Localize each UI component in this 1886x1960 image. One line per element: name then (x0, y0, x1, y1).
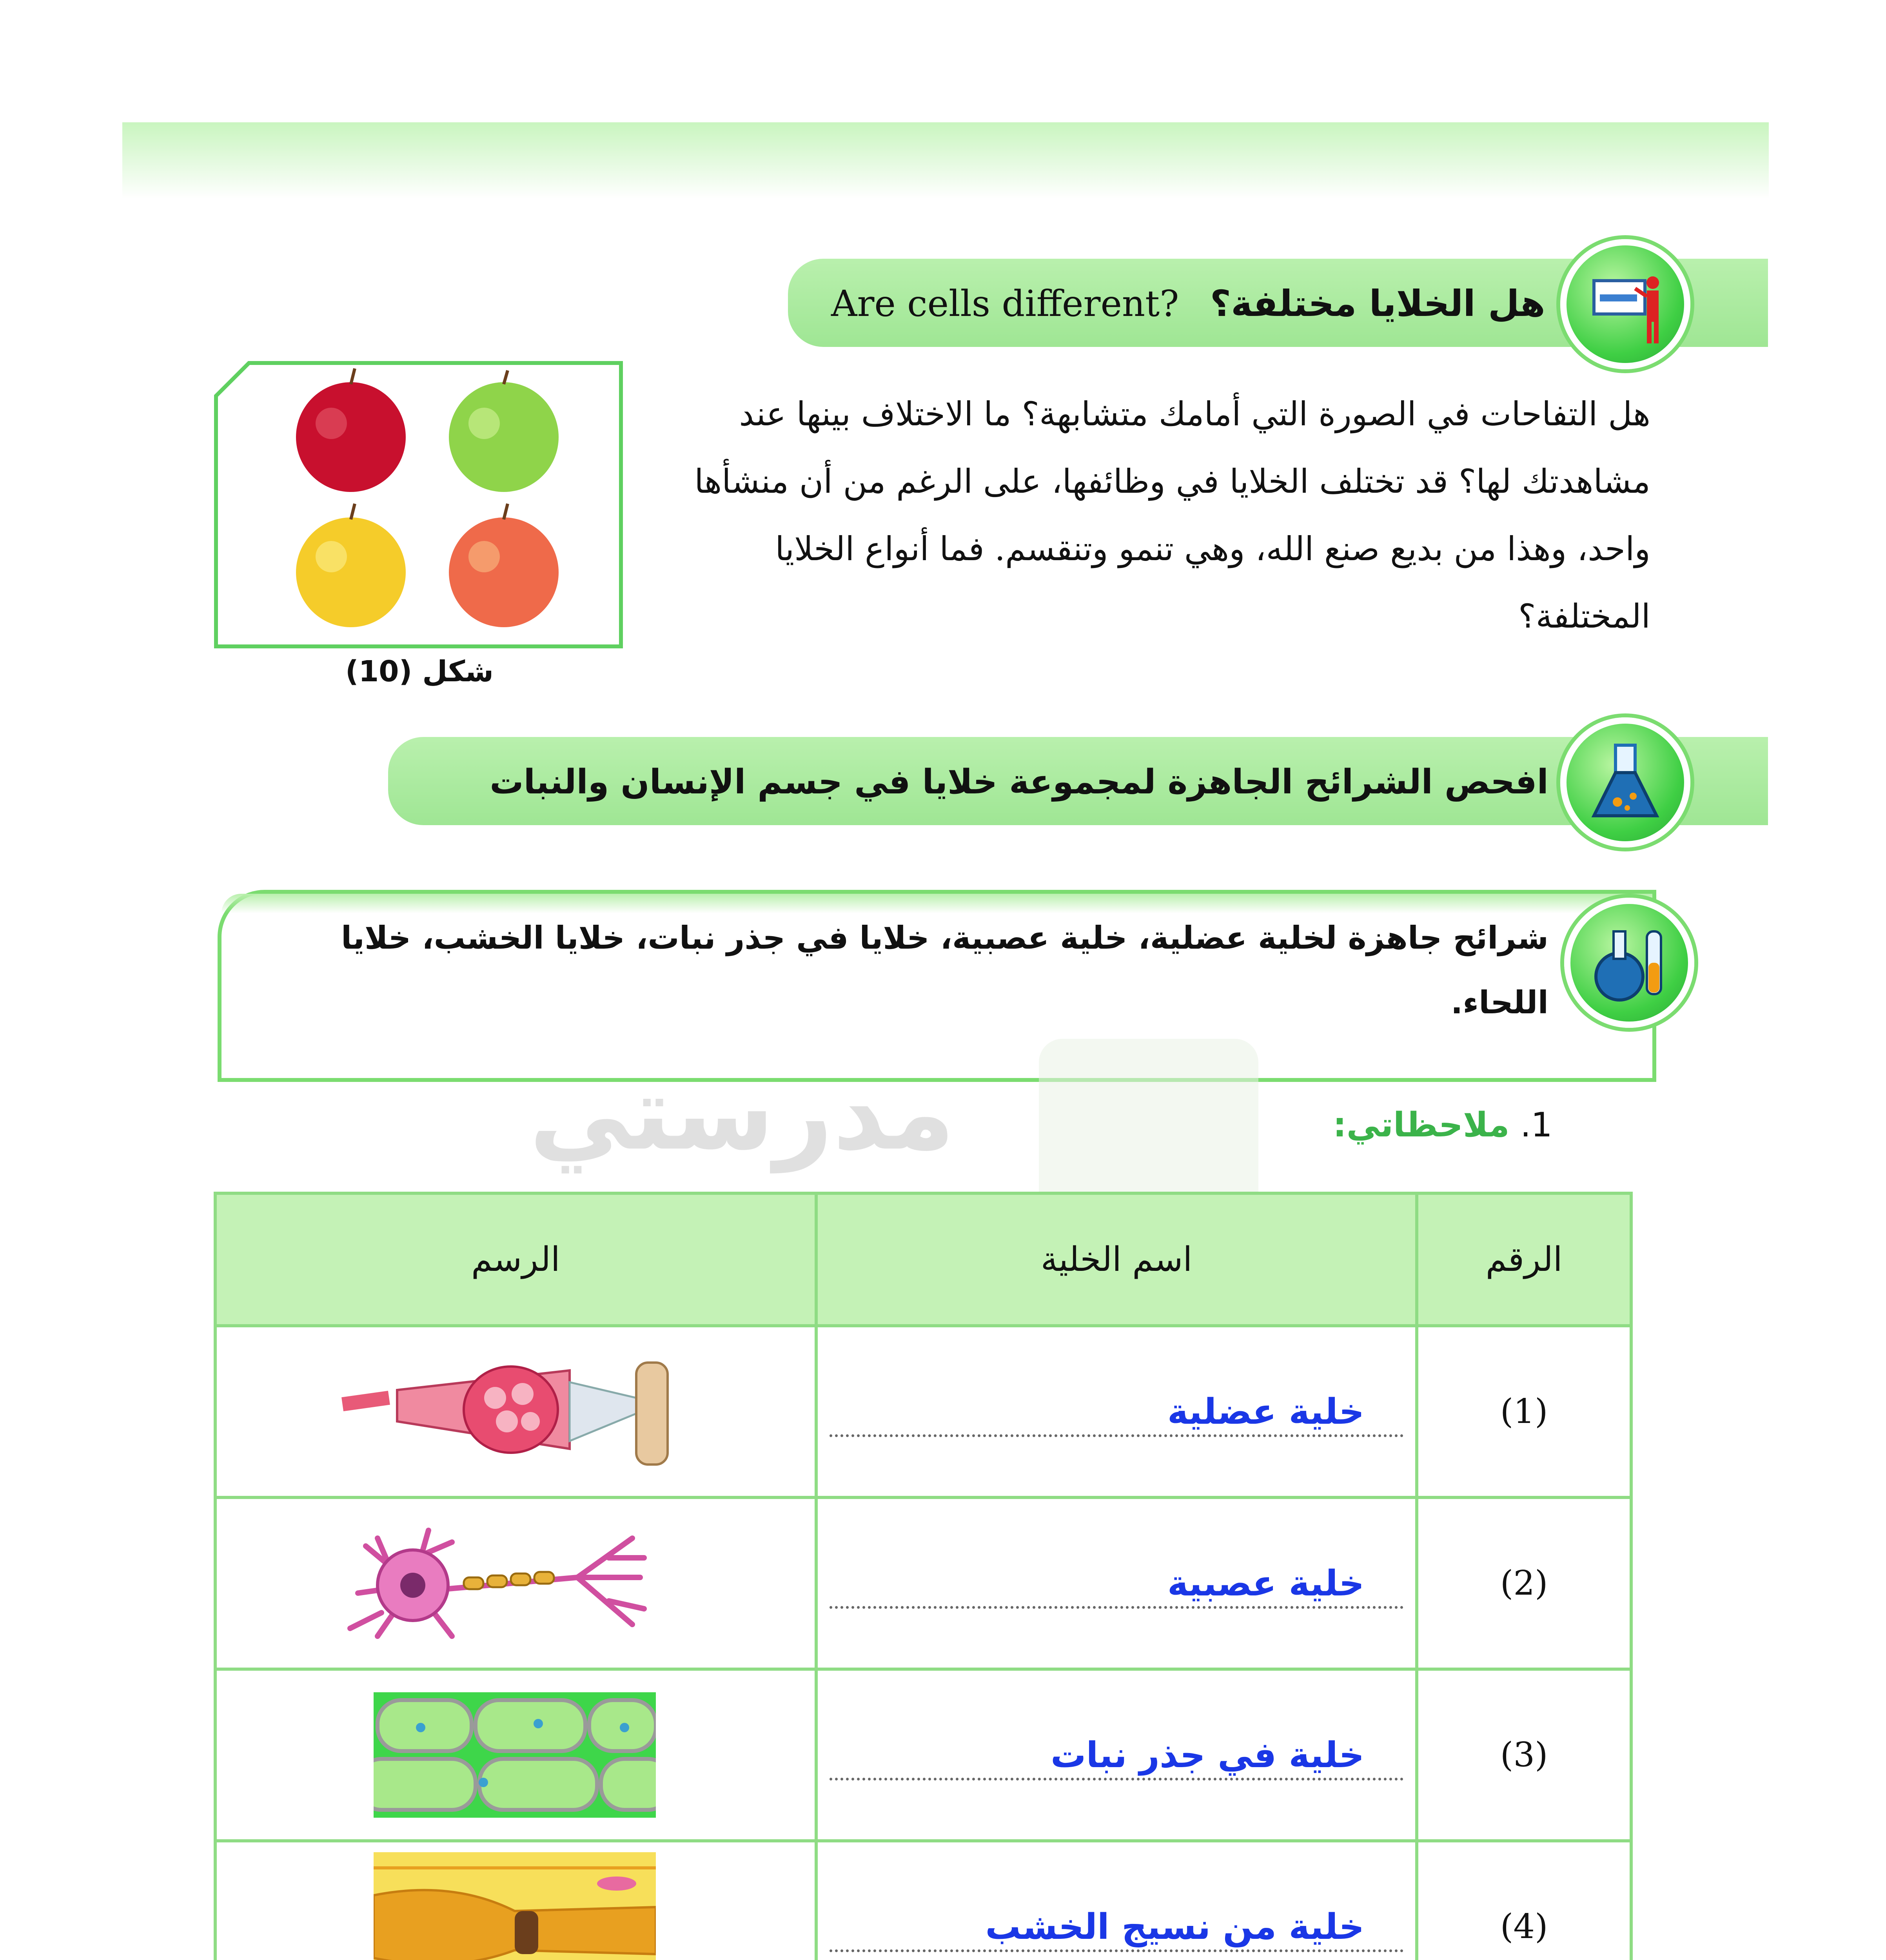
dotted-answer-line (830, 1949, 1404, 1952)
cell-name-field[interactable] (816, 1497, 1417, 1669)
cell-name-field[interactable] (816, 1326, 1417, 1497)
cell-name-field[interactable] (816, 1669, 1417, 1841)
observations-number: 1. (1520, 1105, 1552, 1145)
answer-text: خلية عضلية (1167, 1391, 1365, 1432)
table-row (215, 1669, 1631, 1841)
section-title-en: Are cells different? (831, 283, 1179, 325)
row-number: (3) (1417, 1669, 1631, 1841)
section2-title: افحص الشرائح الجاهزة لمجموعة خلايا في جسم الإنسان والنبات (490, 762, 1548, 802)
table-row (215, 1841, 1631, 1960)
root-cells-illustration (215, 1669, 816, 1841)
materials-text: شرائح جاهزة لخلية عضلية، خلية عصبية، خلايا في جذر نبات، خلايا الخشب، خلايا اللحاء. (341, 920, 1548, 1021)
answer-text: خلية من نسيج الخشب (985, 1906, 1365, 1947)
header-drawing: الرسم (215, 1193, 816, 1326)
top-band (122, 122, 1769, 199)
flask-icon (1560, 717, 1690, 848)
section-title-ar: هل الخلايا مختلفة؟ (1210, 283, 1545, 325)
row-number: (2) (1417, 1497, 1631, 1669)
answer-text: خلية في جذر نبات (1051, 1735, 1365, 1776)
table-row (215, 1326, 1631, 1497)
observations-label: ملاحظاتي: (1333, 1105, 1510, 1145)
cell-name-field[interactable] (816, 1841, 1417, 1960)
dotted-answer-line (830, 1778, 1404, 1780)
observations-table (214, 1192, 1633, 1960)
intro-paragraph: هل التفاحات في الصورة التي أمامك متشابهة؟ ما الاختلاف بينها عند مشاهدتك لها؟ قد تختلف الخلايا في وظائفها، على الرغم من أن منشأها واحد، وهذا من بديع صنع الله، وهي تنمو وتنقسم. فما أنواع الخلايا المختلفة؟ (694, 395, 1650, 635)
table-row (215, 1497, 1631, 1669)
watermark-brand: مدرستي (529, 1054, 955, 1173)
neuron-illustration (215, 1497, 816, 1669)
lab-glassware-icon (1564, 898, 1694, 1028)
section-title (831, 270, 1545, 337)
dotted-answer-line (830, 1606, 1404, 1609)
header-number: الرقم (1417, 1193, 1631, 1326)
teacher-board-icon (1560, 239, 1690, 369)
figure-caption: شكل (10) (345, 655, 494, 688)
table-header-row (215, 1193, 1631, 1326)
row-number: (1) (1417, 1326, 1631, 1497)
xylem-illustration (215, 1841, 816, 1960)
row-number: (4) (1417, 1841, 1631, 1960)
apples-figure (214, 361, 623, 649)
dotted-answer-line (830, 1434, 1404, 1437)
header-name: اسم الخلية (816, 1193, 1417, 1326)
answer-text: خلية عصبية (1167, 1563, 1365, 1604)
muscle-fiber-illustration (215, 1326, 816, 1497)
observations-heading (1294, 1105, 1552, 1145)
